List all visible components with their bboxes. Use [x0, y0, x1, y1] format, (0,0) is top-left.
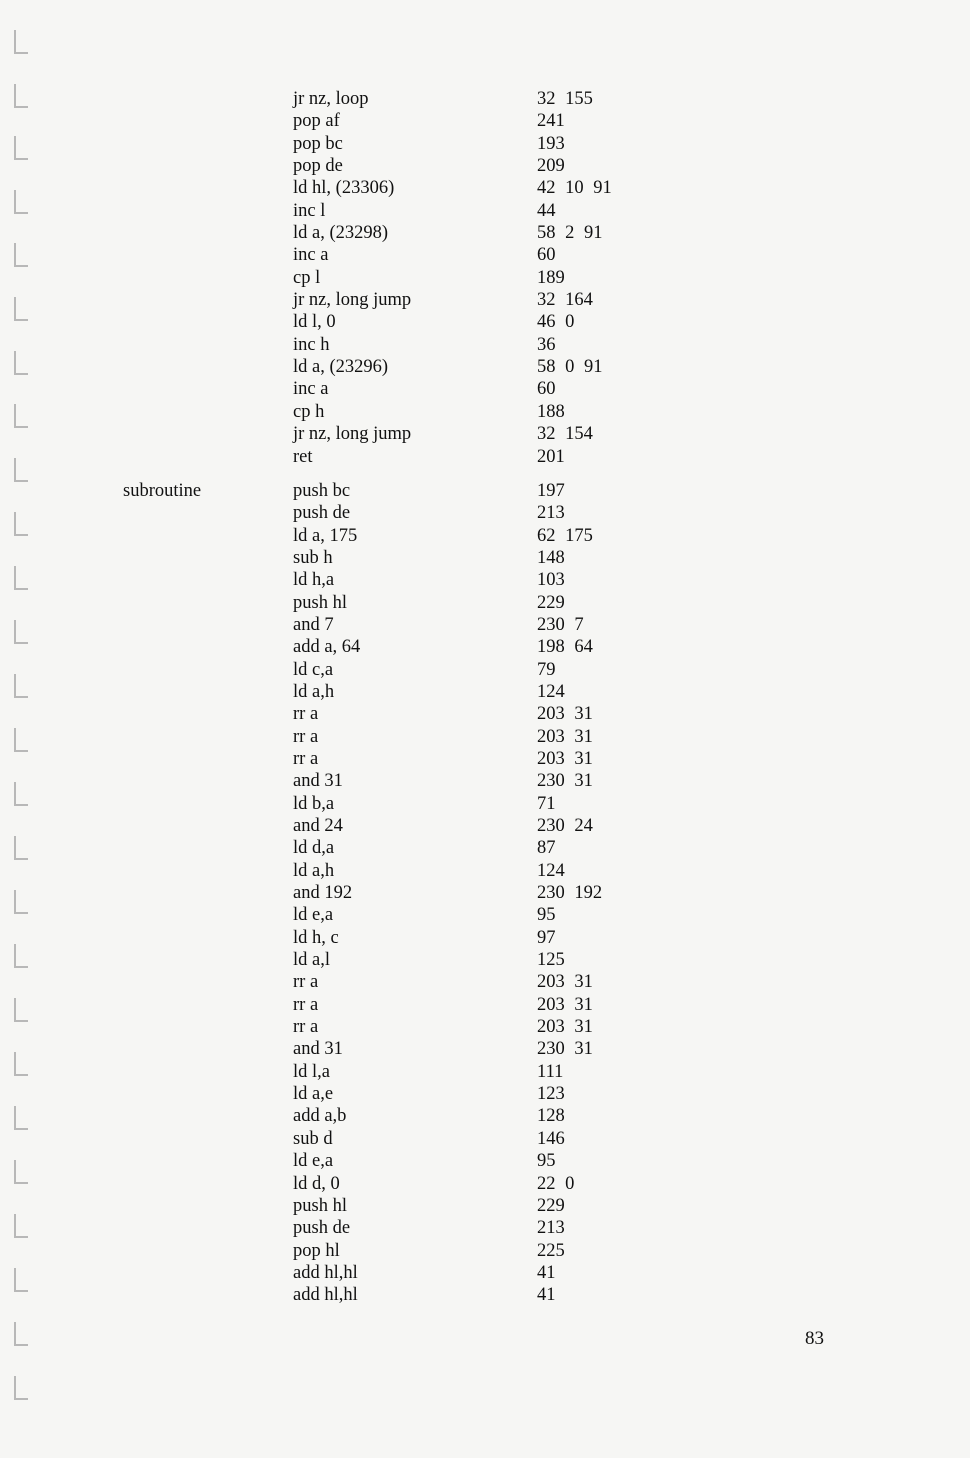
- instruction: and 7: [293, 614, 334, 635]
- instruction: inc h: [293, 334, 330, 355]
- listing-row: [0, 289, 970, 311]
- listing-row: [0, 401, 970, 423]
- instruction: sub h: [293, 547, 333, 568]
- instruction: rr a: [293, 704, 319, 725]
- instruction: pop hl: [293, 1240, 340, 1261]
- machine-code-bytes: 230 31: [537, 1039, 593, 1060]
- machine-code-bytes: 230 31: [537, 771, 593, 792]
- instruction: ld a,h: [293, 860, 335, 881]
- listing-row: [0, 423, 970, 445]
- listing-row: [0, 480, 970, 502]
- listing-row: [0, 614, 970, 636]
- listing-row: [0, 1150, 970, 1172]
- machine-code-bytes: 58 2 91: [537, 223, 603, 244]
- listing-row: [0, 681, 970, 703]
- machine-code-bytes: 203 31: [537, 994, 593, 1015]
- instruction: cp h: [293, 401, 325, 422]
- listing-row: [0, 356, 970, 378]
- listing-row: [0, 592, 970, 614]
- instruction: inc a: [293, 245, 329, 266]
- instruction: add a, 64: [293, 637, 361, 658]
- instruction: ld e,a: [293, 1151, 334, 1172]
- instruction: ld a, (23296): [293, 357, 389, 378]
- listing-row: [0, 334, 970, 356]
- listing-row: [0, 904, 970, 926]
- instruction: and 24: [293, 816, 343, 836]
- listing-row: [0, 177, 970, 199]
- instruction: pop bc: [293, 133, 343, 154]
- listing-row: [0, 703, 970, 725]
- listing-row: [0, 949, 970, 971]
- machine-code-bytes: 229: [537, 592, 565, 613]
- machine-code-bytes: 32 155: [537, 89, 593, 109]
- listing-row: [0, 547, 970, 569]
- listing-row: [0, 882, 970, 904]
- machine-code-bytes: 42 10 91: [537, 178, 612, 199]
- machine-code-bytes: 62 175: [537, 525, 593, 546]
- machine-code-bytes: 95: [537, 905, 556, 926]
- page-number: 83: [805, 1328, 824, 1349]
- instruction: add hl,hl: [293, 1262, 358, 1283]
- instruction: ld a,h: [293, 681, 335, 702]
- machine-code-bytes: 41: [537, 1262, 556, 1283]
- instruction: ld a,l: [293, 950, 330, 971]
- listing-row: [0, 860, 970, 882]
- machine-code-bytes: 103: [537, 570, 565, 591]
- instruction: ld hl, (23306): [293, 178, 395, 199]
- listing-row: [0, 770, 970, 792]
- instruction: and 31: [293, 1039, 343, 1060]
- instruction: rr a: [293, 726, 319, 747]
- instruction: and 31: [293, 771, 343, 792]
- instruction: add a,b: [293, 1106, 347, 1127]
- binding-hole-mark: [14, 30, 28, 54]
- machine-code-bytes: 87: [537, 838, 556, 859]
- machine-code-bytes: 44: [537, 200, 556, 221]
- listing-row: [0, 1284, 970, 1306]
- instruction: rr a: [293, 1017, 319, 1038]
- instruction: ld d,a: [293, 838, 335, 859]
- instruction: ld d, 0: [293, 1173, 340, 1194]
- machine-code-bytes: 193: [537, 133, 565, 154]
- instruction: ld h, c: [293, 927, 339, 948]
- listing-row: [0, 267, 970, 289]
- listing-row: [0, 88, 970, 110]
- listing-row: [0, 793, 970, 815]
- machine-code-bytes: 189: [537, 267, 565, 288]
- instruction: and 192: [293, 883, 353, 904]
- machine-code-bytes: 36: [537, 334, 556, 355]
- instruction: inc l: [293, 200, 326, 221]
- instruction: ld a, (23298): [293, 223, 389, 244]
- assembly-listing: [0, 88, 970, 1307]
- machine-code-bytes: 213: [537, 1218, 565, 1239]
- listing-row: [0, 748, 970, 770]
- machine-code-bytes: 203 31: [537, 726, 593, 747]
- machine-code-bytes: 60: [537, 379, 556, 400]
- listing-row: [0, 110, 970, 132]
- listing-row: [0, 636, 970, 658]
- machine-code-bytes: 230 24: [537, 816, 593, 836]
- instruction: ld e,a: [293, 905, 334, 926]
- instruction: pop af: [293, 111, 340, 132]
- machine-code-bytes: 241: [537, 111, 565, 132]
- instruction: rr a: [293, 972, 319, 993]
- instruction: push hl: [293, 592, 347, 613]
- machine-code-bytes: 146: [537, 1128, 565, 1149]
- instruction: cp l: [293, 267, 321, 288]
- instruction: rr a: [293, 748, 319, 769]
- instruction: sub d: [293, 1128, 333, 1149]
- listing-row: [0, 815, 970, 837]
- listing-row: [0, 133, 970, 155]
- listing-row: [0, 1195, 970, 1217]
- machine-code-bytes: 230 192: [537, 883, 603, 904]
- binding-hole-mark: [14, 1376, 28, 1400]
- machine-code-bytes: 41: [537, 1285, 556, 1306]
- listing-row: [0, 1262, 970, 1284]
- listing-row: [0, 155, 970, 177]
- listing-row: [0, 525, 970, 547]
- instruction: jr nz, long jump: [293, 290, 412, 311]
- machine-code-bytes: 201: [537, 446, 565, 467]
- machine-code-bytes: 225: [537, 1240, 565, 1261]
- machine-code-bytes: 209: [537, 156, 565, 177]
- listing-row: [0, 446, 970, 468]
- instruction: ld l, 0: [293, 312, 336, 333]
- machine-code-bytes: 60: [537, 245, 556, 266]
- instruction: pop de: [293, 156, 343, 177]
- binding-hole-mark: [14, 1322, 28, 1346]
- machine-code-bytes: 197: [537, 480, 565, 501]
- instruction: rr a: [293, 994, 319, 1015]
- machine-code-bytes: 213: [537, 503, 565, 524]
- machine-code-bytes: 123: [537, 1084, 565, 1105]
- instruction: ld c,a: [293, 659, 334, 680]
- listing-row: [0, 569, 970, 591]
- machine-code-bytes: 124: [537, 860, 565, 881]
- machine-code-bytes: 203 31: [537, 748, 593, 769]
- machine-code-bytes: 203 31: [537, 972, 593, 993]
- instruction: ld h,a: [293, 570, 335, 591]
- instruction: ld b,a: [293, 793, 335, 814]
- machine-code-bytes: 188: [537, 401, 565, 422]
- listing-row: [0, 502, 970, 524]
- listing-row: [0, 1105, 970, 1127]
- machine-code-bytes: 203 31: [537, 704, 593, 725]
- instruction: ret: [293, 446, 313, 467]
- machine-code-bytes: 32 164: [537, 290, 593, 311]
- listing-row: [0, 1217, 970, 1239]
- listing-row: [0, 200, 970, 222]
- listing-row: [0, 311, 970, 333]
- instruction: ld l,a: [293, 1061, 330, 1082]
- instruction: push hl: [293, 1195, 347, 1216]
- machine-code-bytes: 32 154: [537, 424, 593, 445]
- listing-row: [0, 1173, 970, 1195]
- machine-code-bytes: 22 0: [537, 1173, 575, 1194]
- listing-row: [0, 971, 970, 993]
- machine-code-bytes: 79: [537, 659, 556, 680]
- machine-code-bytes: 71: [537, 793, 556, 814]
- listing-row: [0, 994, 970, 1016]
- machine-code-bytes: 124: [537, 681, 565, 702]
- listing-row: [0, 1083, 970, 1105]
- instruction: jr nz, loop: [293, 89, 369, 109]
- listing-row: [0, 378, 970, 400]
- instruction: push de: [293, 503, 351, 524]
- listing-row: [0, 1061, 970, 1083]
- listing-row: [0, 244, 970, 266]
- instruction: inc a: [293, 379, 329, 400]
- machine-code-bytes: 46 0: [537, 312, 575, 333]
- machine-code-bytes: 111: [537, 1061, 564, 1082]
- machine-code-bytes: 128: [537, 1106, 565, 1127]
- machine-code-bytes: 148: [537, 547, 565, 568]
- listing-row: [0, 659, 970, 681]
- instruction: ld a,e: [293, 1084, 334, 1105]
- listing-row: [0, 1038, 970, 1060]
- machine-code-bytes: 58 0 91: [537, 357, 603, 378]
- routine-label: subroutine: [123, 480, 202, 501]
- machine-code-bytes: 230 7: [537, 614, 584, 635]
- machine-code-bytes: 229: [537, 1195, 565, 1216]
- listing-row: [0, 1016, 970, 1038]
- listing-row: [0, 1128, 970, 1150]
- listing-row: [0, 222, 970, 244]
- machine-code-bytes: 198 64: [537, 637, 593, 658]
- listing-row: [0, 726, 970, 748]
- listing-row: [0, 927, 970, 949]
- machine-code-bytes: 203 31: [537, 1017, 593, 1038]
- instruction: ld a, 175: [293, 525, 358, 546]
- listing-row: [0, 1240, 970, 1262]
- machine-code-bytes: 125: [537, 950, 565, 971]
- instruction: push bc: [293, 480, 351, 501]
- machine-code-bytes: 95: [537, 1151, 556, 1172]
- listing-row: [0, 837, 970, 859]
- instruction: push de: [293, 1218, 351, 1239]
- instruction: jr nz, long jump: [293, 424, 412, 445]
- machine-code-bytes: 97: [537, 927, 556, 948]
- instruction: add hl,hl: [293, 1285, 358, 1306]
